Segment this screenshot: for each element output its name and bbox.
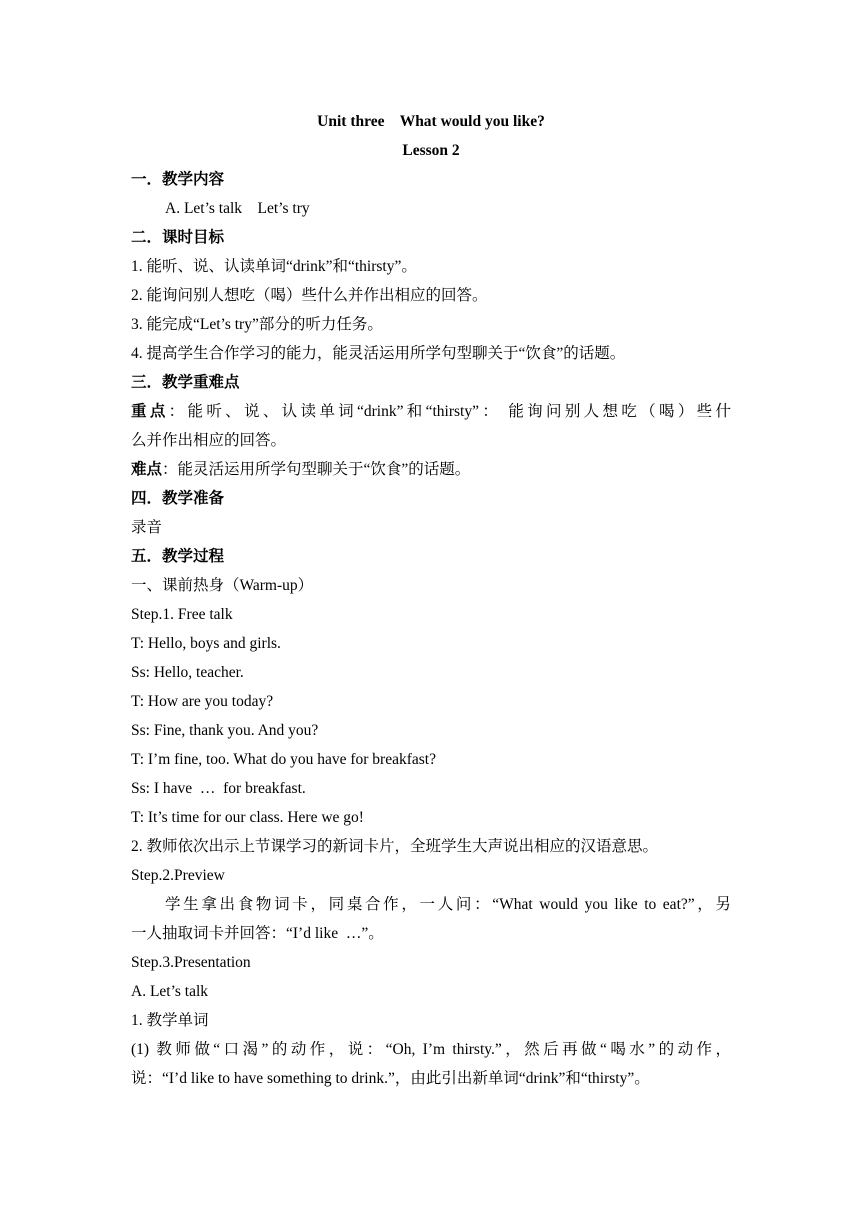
- section-heading-process: 五．教学过程: [131, 548, 225, 565]
- lesson-title: Lesson 2: [402, 142, 460, 159]
- objective-item: 1. 能听、说、认读单词“drink”和“thirsty”。: [131, 258, 417, 275]
- section-heading-content: 一．教学内容: [131, 171, 225, 188]
- key-point-text-continued: 么并作出相应的回答。: [131, 432, 287, 449]
- objective-item: 2. 能询问别人想吃（喝）些什么并作出相应的回答。: [131, 287, 488, 304]
- difficulty-label: 难点: [131, 461, 163, 478]
- section-heading-preparation: 四．教学准备: [131, 490, 225, 507]
- document-title: Unit three What would you like?: [317, 113, 545, 130]
- talk-heading: A. Let’s talk: [131, 983, 209, 1000]
- warmup-heading: 一、课前热身（Warm-up）: [131, 577, 314, 594]
- step-heading: Step.2.Preview: [131, 867, 225, 884]
- objective-item: 4. 提高学生合作学习的能力，能灵活运用所学句型聊关于“饮食”的话题。: [131, 345, 626, 362]
- step-heading: Step.1. Free talk: [131, 606, 233, 623]
- presentation-text: (1) 教师做“口渴”的动作，说：“Oh, I’m thirsty.”，然后再做“喝水”的动作，: [131, 1041, 731, 1058]
- dialogue-line: Ss: Fine, thank you. And you?: [131, 722, 319, 739]
- preview-text-continued: 一人抽取词卡并回答：“I’d like …”。: [131, 925, 384, 942]
- objective-item: 3. 能完成“Let’s try”部分的听力任务。: [131, 316, 383, 333]
- presentation-text-continued: 说：“I’d like to have something to drink.”，由此引出新单词“drink”和“thirsty”。: [131, 1070, 650, 1087]
- teach-words-heading: 1. 教学单词: [131, 1012, 209, 1029]
- dialogue-line: T: Hello, boys and girls.: [131, 635, 281, 652]
- dialogue-line: T: How are you today?: [131, 693, 274, 710]
- difficulty-text: ：能灵活运用所学句型聊关于“饮食”的话题。: [162, 461, 471, 478]
- dialogue-line: Ss: I have … for breakfast.: [131, 780, 306, 797]
- dialogue-line: Ss: Hello, teacher.: [131, 664, 244, 681]
- dialogue-line: T: I’m fine, too. What do you have for breakfast?: [131, 751, 436, 768]
- document-page: [131, 107, 731, 1093]
- dialogue-line: T: It’s time for our class. Here we go!: [131, 809, 364, 826]
- key-point-line: [131, 397, 731, 426]
- process-item: 2. 教师依次出示上节课学习的新词卡片，全班学生大声说出相应的汉语意思。: [131, 838, 659, 855]
- section-heading-objectives: 二．课时目标: [131, 229, 225, 246]
- difficulty-line: [131, 455, 731, 484]
- section-content-text: A. Let’s talk Let’s try: [165, 200, 310, 217]
- key-point-text: ：能听、说、认读单词“drink”和“thirsty”： 能询问别人想吃（喝）些什: [168, 403, 731, 420]
- key-point-label: 重点: [131, 403, 169, 420]
- preparation-text: 录音: [131, 519, 163, 536]
- section-heading-key-points: 三．教学重难点: [131, 374, 240, 391]
- preview-text: 学生拿出食物词卡，同桌合作，一人问：“What would you like to eat?”，另: [165, 896, 731, 913]
- step-heading: Step.3.Presentation: [131, 954, 251, 971]
